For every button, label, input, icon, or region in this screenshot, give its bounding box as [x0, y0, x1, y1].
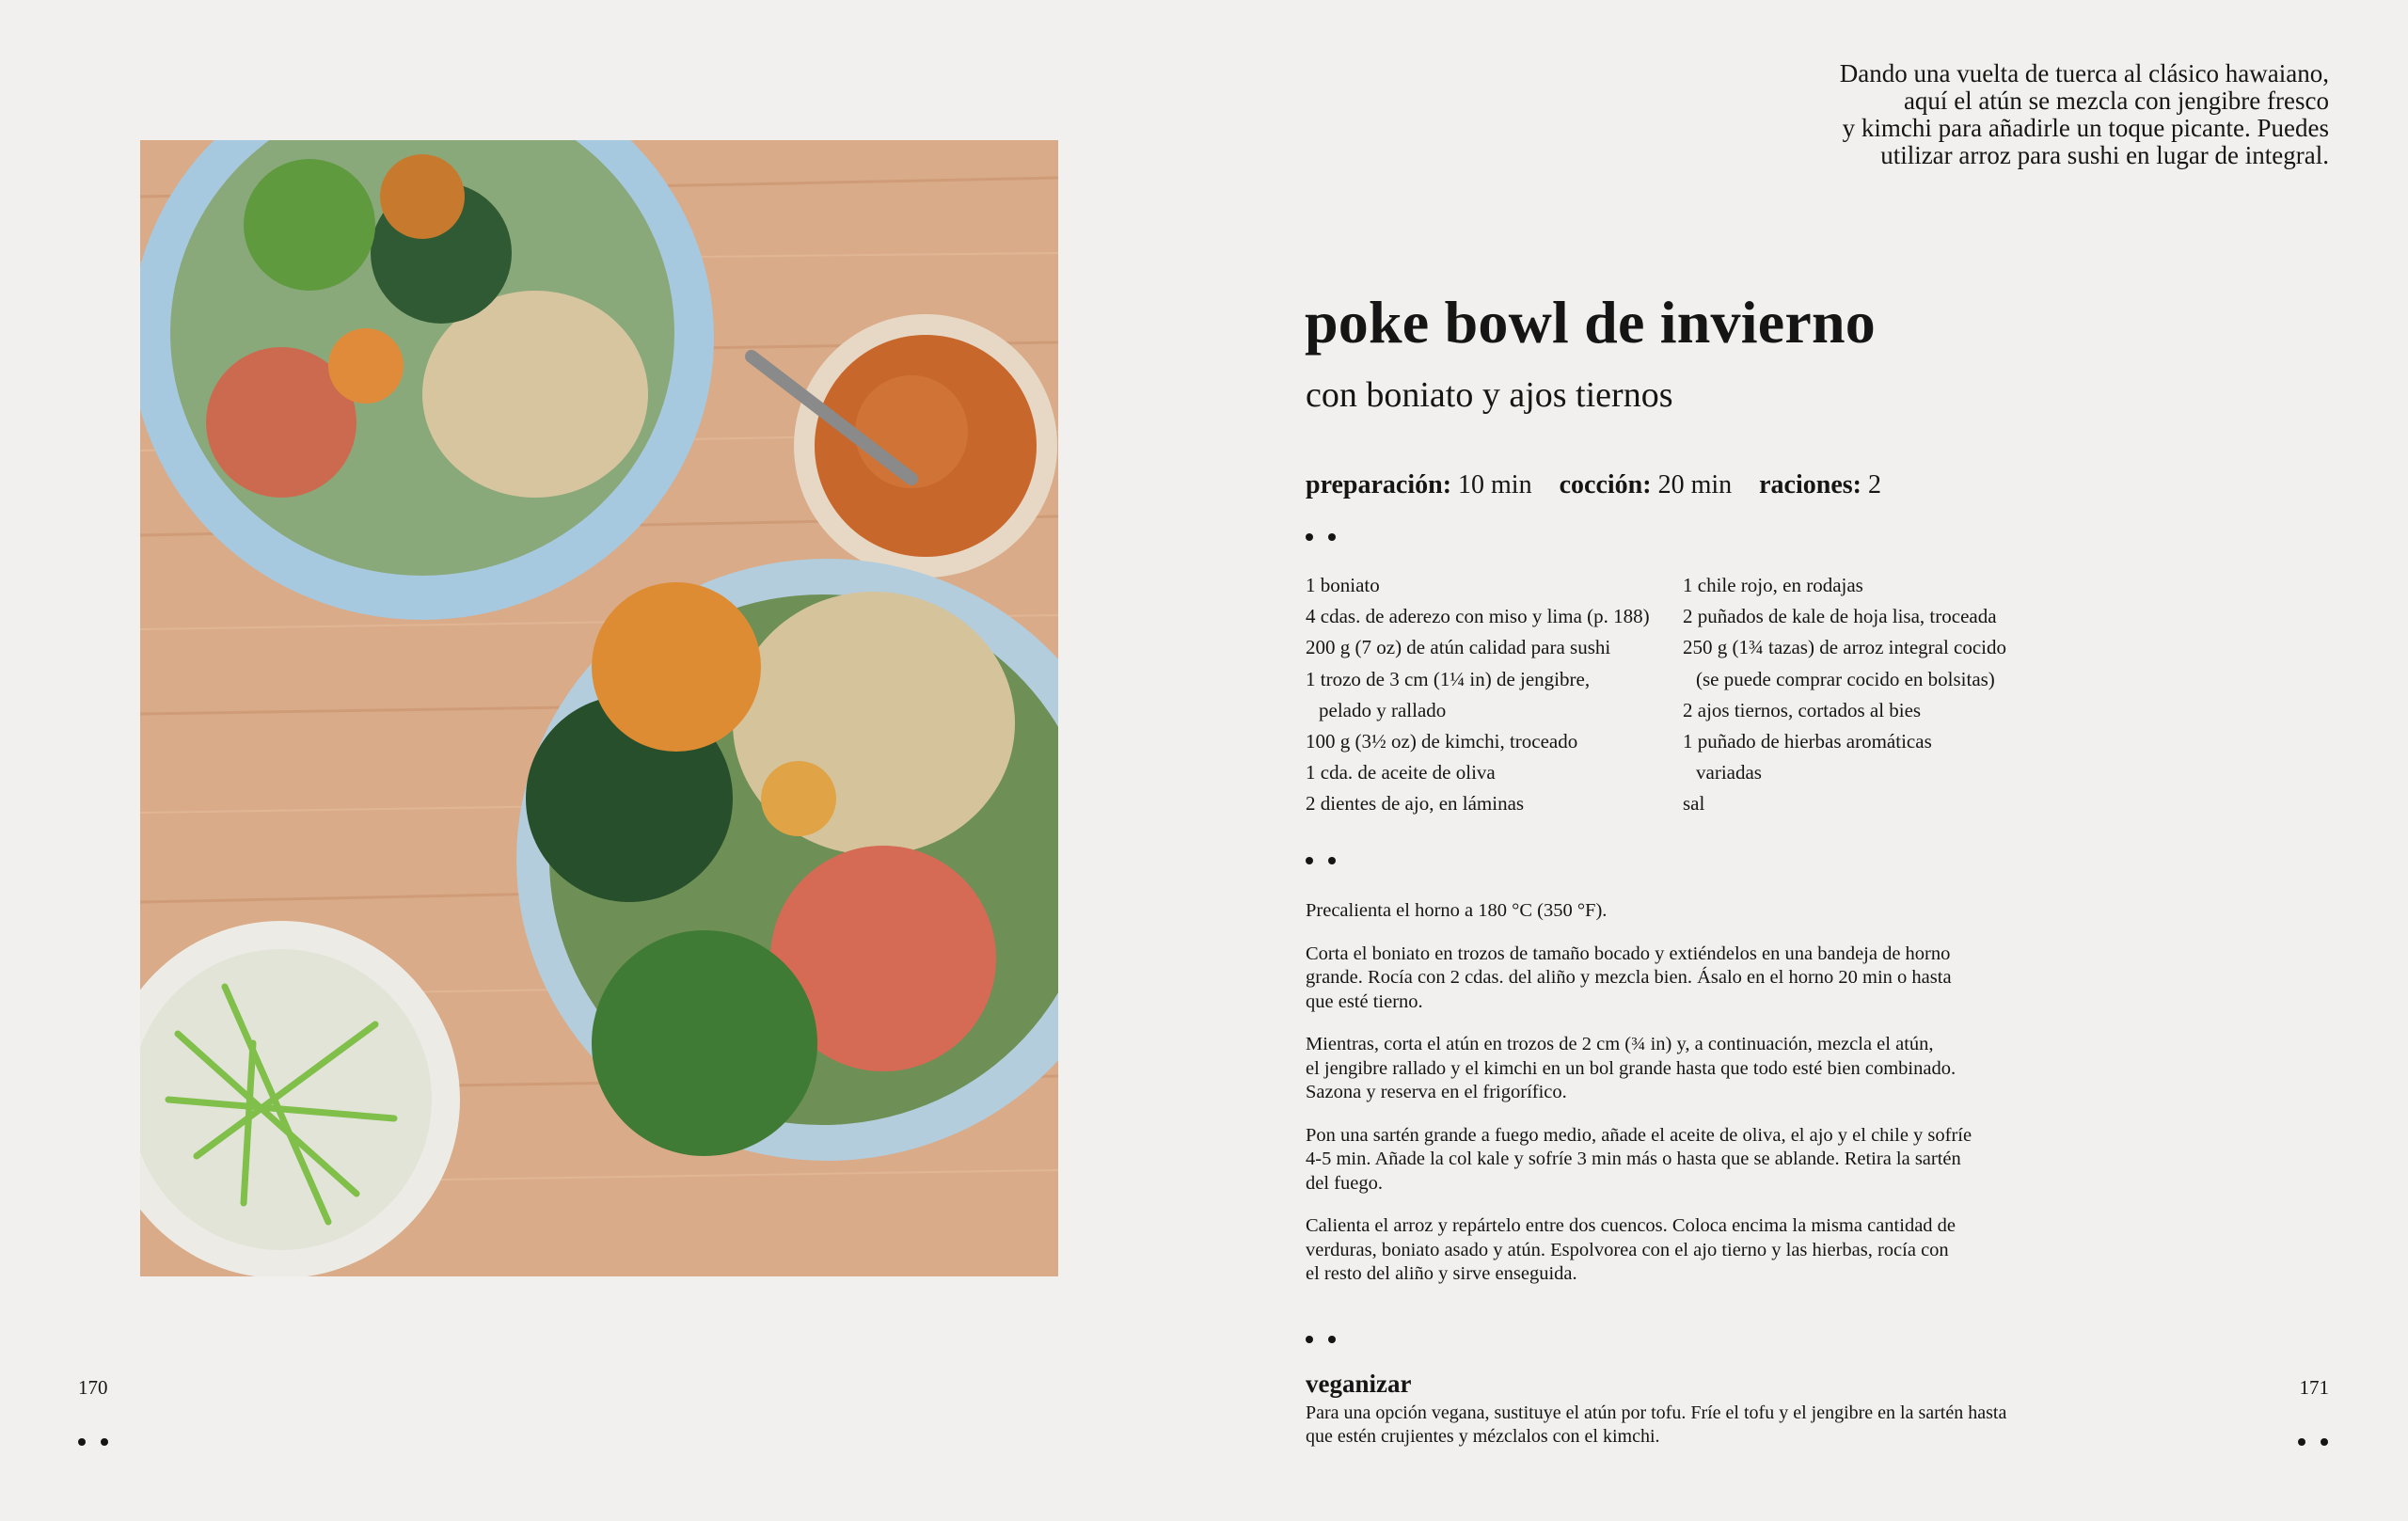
ingredient-item: 2 ajos tiernos, cortados al bies [1683, 698, 1922, 721]
method-line: grande. Rocía con 2 cdas. del aliño y mezcla bien. Ásalo en el horno 20 min o hasta [1306, 967, 1952, 988]
ingredient-item: 1 boniato [1306, 574, 1380, 596]
vegan-line: que estén crujientes y mézclalos con el kimchi. [1306, 1426, 1660, 1447]
method-step [1306, 1214, 2058, 1287]
ingredient-item: 1 cda. de aceite de oliva [1306, 761, 1496, 784]
ingredient-item: variadas [1696, 761, 1762, 784]
vegan-heading: veganizar [1306, 1370, 1412, 1398]
ingredient-item: 1 puñado de hierbas aromáticas [1683, 730, 1932, 753]
method-line: Sazona y reserva en el frigorífico. [1306, 1082, 1567, 1102]
cook-value: 20 min [1657, 470, 1733, 499]
ingredient-item: 2 puñados de kale de hoja lisa, troceada [1683, 605, 1997, 628]
method-line: Corta el boniato en trozos de tamaño bocado y extiéndelos en una bandeja de horno [1306, 943, 1951, 964]
ingredient-item: sal [1683, 792, 1705, 816]
prep-label: preparación: [1306, 470, 1452, 499]
intro-line: utilizar arroz para sushi en lugar de integral. [1880, 141, 2329, 169]
method-line: que esté tierno. [1306, 990, 1423, 1012]
cook-label: cocción: [1559, 470, 1652, 499]
servings-value: 2 [1867, 470, 1881, 499]
method-steps [1306, 899, 2058, 1306]
method-line: Precalienta el horno a 180 °C (350 °F). [1306, 900, 1608, 921]
ingredient-item: 250 g (1¾ tazas) de arroz integral cocido [1683, 636, 2007, 659]
ingredient-item: 1 chile rojo, en rodajas [1683, 574, 1863, 596]
ingredients-right-column [1683, 570, 2006, 820]
ingredient-item: 4 cdas. de aderezo con miso y lima (p. 188) [1306, 605, 1650, 628]
recipe-meta [1306, 470, 1881, 500]
ingredient-item: 1 trozo de 3 cm (1¼ in) de jengibre, [1306, 667, 1591, 690]
vegan-line: Para una opción vegana, sustituye el atún por tofu. Fríe el tofu y el jengibre en la sartén hasta [1306, 1402, 2007, 1423]
vegan-text [1306, 1402, 2006, 1449]
page-number-right: 171 [2299, 1376, 2329, 1399]
method-line: Mientras, corta el atún en trozos de 2 cm (¾ in) y, a continuación, mezcla el atún, [1306, 1034, 1934, 1054]
method-line: Calienta el arroz y repártelo entre dos cuencos. Coloca encima la misma cantidad de [1306, 1215, 1956, 1236]
ingredient-item: 2 dientes de ajo, en láminas [1306, 792, 1525, 816]
recipe-photo [140, 140, 1058, 1276]
page-corner-dots [78, 1436, 116, 1448]
intro-line: y kimchi para añadirle un toque picante. Puedes [1842, 114, 2329, 142]
method-step [1306, 943, 2058, 1015]
method-line: verduras, boniato asado y atún. Espolvorea con el ajo tierno y las hierbas, rocía con [1306, 1239, 1949, 1260]
prep-value: 10 min [1458, 470, 1532, 499]
page-corner-dots [2298, 1436, 2336, 1448]
servings-label: raciones: [1759, 470, 1861, 499]
ingredient-item: (se puede comprar cocido en bolsitas) [1696, 667, 1995, 690]
method-line: del fuego. [1306, 1172, 1383, 1194]
section-divider-dots [1306, 1334, 1343, 1345]
method-line: el jengibre rallado y el kimchi en un bol grande hasta que todo esté bien combinado. [1306, 1057, 1956, 1079]
intro-text [1746, 60, 2329, 169]
ingredient-item: 100 g (3½ oz) de kimchi, troceado [1306, 730, 1578, 753]
method-line: 4-5 min. Añade la col kale y sofríe 3 min más o hasta que se ablande. Retira la sartén [1306, 1149, 1961, 1169]
method-step [1306, 1033, 2058, 1105]
intro-line: aquí el atún se mezcla con jengibre fresco [1903, 87, 2329, 115]
section-divider-dots [1306, 531, 1343, 543]
intro-line: Dando una vuelta de tuerca al clásico hawaiano, [1839, 59, 2329, 87]
method-line: el resto del aliño y sirve enseguida. [1306, 1263, 1577, 1284]
recipe-title: poke bowl de invierno [1305, 289, 1876, 356]
method-step [1306, 1124, 2058, 1196]
section-divider-dots [1306, 855, 1343, 866]
ingredients-left-column [1306, 570, 1650, 820]
ingredient-item: pelado y rallado [1319, 698, 1447, 721]
recipe-subtitle: con boniato y ajos tiernos [1306, 375, 1673, 415]
method-step [1306, 899, 2058, 924]
page-number-left: 170 [78, 1376, 108, 1399]
ingredient-item: 200 g (7 oz) de atún calidad para sushi [1306, 636, 1611, 659]
method-line: Pon una sartén grande a fuego medio, añade el aceite de oliva, el ajo y el chile y sofríe [1306, 1124, 1972, 1146]
